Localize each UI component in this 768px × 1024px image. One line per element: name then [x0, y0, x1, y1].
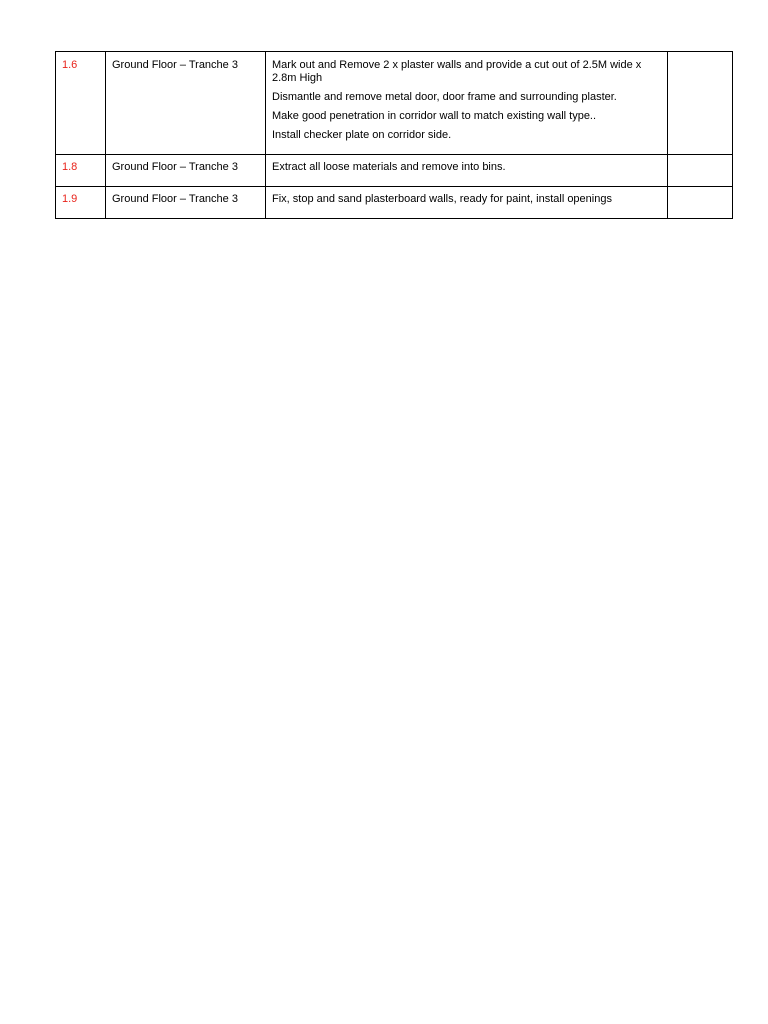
item-number: 1.8: [62, 161, 78, 173]
location-text: Ground Floor – Tranche 3: [112, 161, 238, 173]
item-number-cell: [56, 155, 106, 187]
description-line: Make good penetration in corridor wall to match existing wall type..: [272, 110, 597, 122]
extra-cell: [668, 52, 733, 155]
location-cell: [106, 52, 266, 155]
location-text: Ground Floor – Tranche 3: [112, 193, 238, 205]
location-cell: [106, 155, 266, 187]
description-line: Fix, stop and sand plasterboard walls, ready for paint, install openings: [272, 193, 612, 205]
description-line: Extract all loose materials and remove into bins.: [272, 161, 506, 173]
item-number: 1.6: [62, 59, 78, 71]
table-row: [56, 52, 733, 155]
scope-of-works-table: [55, 51, 733, 219]
location-cell: [106, 187, 266, 219]
table-row: [56, 155, 733, 187]
description-line: Mark out and Remove 2 x plaster walls and provide a cut out of 2.5M wide x 2.8m High: [272, 59, 642, 84]
location-text: Ground Floor – Tranche 3: [112, 59, 238, 71]
description-cell: [266, 187, 668, 219]
extra-cell: [668, 155, 733, 187]
item-number-cell: [56, 187, 106, 219]
item-number: 1.9: [62, 193, 78, 205]
description-cell: [266, 155, 668, 187]
description-line: Install checker plate on corridor side.: [272, 129, 452, 141]
item-number-cell: [56, 52, 106, 155]
description-cell: [266, 52, 668, 155]
description-line: Dismantle and remove metal door, door frame and surrounding plaster.: [272, 91, 617, 103]
table-row: [56, 187, 733, 219]
extra-cell: [668, 187, 733, 219]
